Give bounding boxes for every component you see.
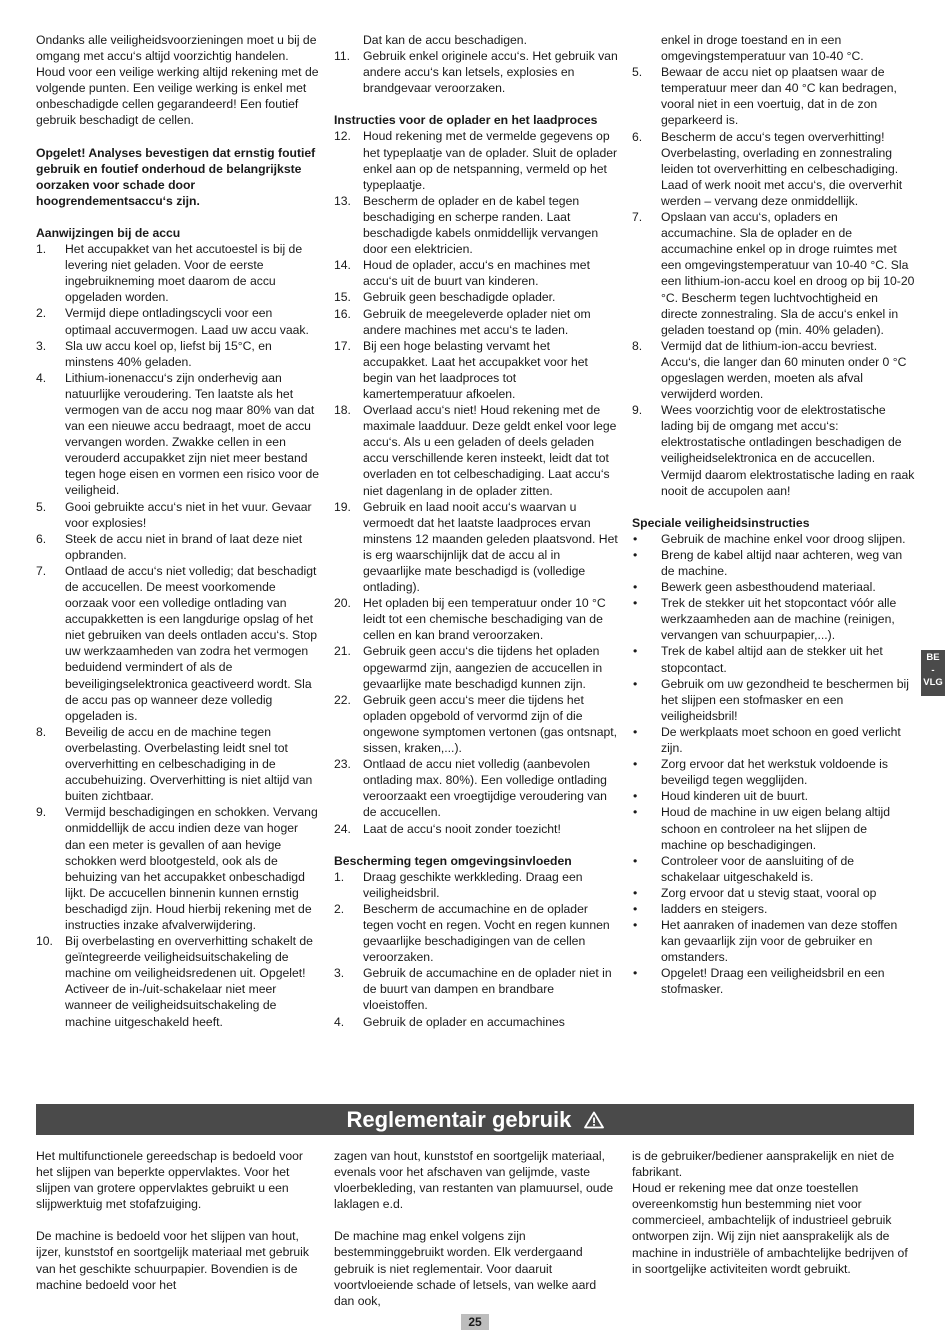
intro-paragraph: Ondanks alle veiligheidsvoorzieningen moet u bij de omgang met accu‘s altijd voorzichtig handelen. Houd voor een veilige werking altijd rekening met de volgende punten. Een veilige werking is enkel met onbeschadigde cellen gegarandeerd! Een foutief gebruik beschadigt de cellen. (36, 33, 319, 128)
list-item: 3. Gebruik de accumachine en de oplader niet in de buurt van dampen en brandbare vloeistoffen. (334, 966, 612, 1013)
list-item: 5. Bewaar de accu niet op plaatsen waar de temperatuur meer dan 40 °C kan bedragen, vooral niet in een voertuig, dat in de zon geparkeerd is. (632, 65, 897, 128)
list-item: 5. Gooi gebruikte accu‘s niet in het vuur. Gevaar voor explosies! (36, 499, 312, 530)
environment-heading: Bescherming tegen omgevingsinvloeden (334, 853, 572, 868)
list-item: 15. Gebruik geen beschadigde oplader. (334, 290, 556, 305)
usage-paragraph: zagen van hout, kunststof en soortgelijk materiaal, evenals voor het afschaven van gelijmde, vaste vloerbekleding, van restanten van plamuursel, oude laklagen e.d. (334, 1149, 614, 1212)
usage-column-1 (36, 1148, 320, 1293)
list-item: 13. Bescherm de oplader en de kabel tegen beschadiging en scherpe randen. Laat beschadigde kabels onmiddellijk vervangen door een elektricien. (334, 193, 599, 257)
bullet-item: • De werkplaats moet schoon en goed verlicht zijn. (633, 724, 901, 756)
list-item: enkel in droge toestand en in een omgevingstemperatuur van 10-40 °C. (661, 33, 864, 64)
usage-paragraph: De machine mag enkel volgens zijn bestemminggebruikt worden. Elk verdergaand gebruik is niet reglementair. Voor daaruit voortvloeiende schade of letsels, van welke aard dan ook, (334, 1229, 597, 1308)
list-item: Dat kan de accu beschadigen. (363, 33, 527, 47)
list-item: 21. Gebruik geen accu‘s die tijdens het opladen opgewarmd zijn, aangezien de accucellen in gevaarlijke mate beschadigd kunnen zijn. (334, 644, 603, 691)
column-2 (334, 32, 618, 1030)
bullet-item: • Zorg ervoor dat het werkstuk voldoende is beveiligd tegen wegglijden. (633, 757, 888, 788)
bullet-item: • Gebruik de machine enkel voor droog slijpen. (633, 531, 906, 546)
list-item: 18. Overlaad accu‘s niet! Houd rekening met de maximale laadduur. Deze geldt enkel voor lege accu‘s. Als u een geladen of deels geladen accu verschillende keren insteekt, leidt dat tot overladen en tot celbeschadiging. Laat accu‘s niet dagenlang in de oplader zitten. (334, 403, 617, 498)
bullet-item: • Gebruik om uw gezondheid te beschermen bij het slijpen een stofmasker en een veiligheidsbril! (633, 676, 909, 723)
list-item: 9. Vermijd beschadigingen en schokken. Vervang onmiddellijk de accu indien deze van hoger dan een meter is gevallen of aan hevige schokken werd blootgesteld, ook als de behuizing van het accupakket onbeschadigd lijkt. De accucellen binnenin kunnen ernstig beschadigd zijn. Houd hierbij rekening met de instructies inzake afvalverwijdering. (36, 805, 318, 932)
special-safety-list (632, 531, 916, 998)
list-item: 7. Ontlaad de accu‘s niet volledig; dat beschadigt de accucellen. De meest voorkomende oorzaak voor een volledige ontlading van accupakketten is een langdurige opslag of het niet gebruiken van deels ontladen accu‘s. Stop uw werkzaamheden van zodra het vermogen beduidend vermindert of als de beveiligingselektronica geactiveerd wordt. Sla de accu pas op wanneer deze volledig opgeladen is. (36, 563, 318, 723)
list-item: 2. Bescherm de accumachine en de oplader tegen vocht en regen. Vocht en regen kunnen gevaarlijke beschadigingen van de cellen veroorzaken. (334, 901, 610, 965)
bullet-item: • Trek de kabel altijd aan de stekker uit het stopcontact. (633, 644, 883, 675)
bullet-item: • Opgelet! Draag een veiligheidsbril en een stofmasker. (633, 966, 885, 997)
language-tab: BE - VLG (921, 650, 945, 696)
list-item: 6. Steek de accu niet in brand of laat deze niet opbranden. (36, 531, 303, 562)
list-item: 16. Gebruik de meegeleverde oplader niet om andere machines met accu‘s te laden. (334, 306, 591, 337)
battery-instructions-continued (334, 32, 618, 96)
list-item: 11. Gebruik enkel originele accu‘s. Het gebruik van andere accu‘s kan letsels, explosies en brandgevaar veroorzaken. (334, 49, 618, 96)
list-item: 12. Houd rekening met de vermelde gegevens op het typeplaatje van de oplader. Sluit de oplader enkel aan op de netspanning, vermeld op het typeplaatje. (334, 129, 618, 192)
bullet-item: • Het aanraken of inademen van deze stoffen kan gevaarlijk zijn voor de gebruiker en omstanders. (633, 918, 898, 965)
bullet-item: • Houd kinderen uit de buurt. (633, 789, 809, 804)
charger-instructions-list (334, 128, 618, 836)
usage-column-2 (334, 1148, 618, 1309)
environment-list-continued (632, 32, 916, 499)
list-item: 8. Vermijd dat de lithium-ion-accu bevriest. Accu‘s, die langer dan 60 minuten onder 0 °C opgeslagen werden, moeten als afval verwijderd worden. (632, 338, 907, 402)
list-item: 7. Opslaan van accu‘s, opladers en accumachine. Sla de oplader en de accumachine enkel op in droge ruimtes met een omgevingstemperatuur van 10-40 °C. Sla een lithium-ion-accu koel en droog op bij 10-20 °C. Bescherm tegen luchtvochtigheid en directe zonnestraling. Sla de accu‘s enkel in geladen toestand op (min. 40% geladen). (632, 210, 915, 337)
list-item: 24. Laat de accu‘s nooit zonder toezicht! (334, 821, 561, 836)
environment-list (334, 869, 618, 1030)
battery-instructions-heading: Aanwijzingen bij de accu (36, 225, 181, 240)
list-item: 1. Het accupakket van het accutoestel is bij de levering niet geladen. Voor de eerste ingebruikneming moet daarom de accu opgeladen worden. (36, 242, 303, 305)
charger-heading: Instructies voor de oplader en het laadproces (334, 113, 598, 128)
bullet-item: • Breng de kabel altijd naar achteren, weg van de machine. (633, 547, 903, 578)
list-item: 4. Gebruik de oplader en accumachines (334, 1014, 565, 1029)
list-item: 6. Bescherm de accu‘s tegen oververhitting! Overbelasting, overlading en zonnestraling leiden tot oververhitting en celbeschadiging. Laad of werk nooit met accu‘s, die oververhit werden – vervang deze onmiddellijk. (632, 129, 903, 208)
column-3 (632, 32, 916, 998)
bullet-item: • Zorg ervoor dat u stevig staat, vooral op (633, 885, 877, 900)
list-item: 3. Sla uw accu koel op, liefst bij 15°C, en minstens 40% geladen. (36, 338, 272, 369)
bullet-item: • Bewerk geen asbesthoudend materiaal. (633, 580, 876, 595)
bullet-item: • Houd de machine in uw eigen belang altijd schoon en controleer na het slijpen de machine op beschadigingen. (633, 805, 891, 852)
list-item: 9. Wees voorzichtig voor de elektrostatische lading bij de omgang met accu‘s: elektrostatische ontladingen beschadigen de veiligheidselektronica en de accucellen. Vermijd daarom elektrostatische lading en raak nooit de accupolen aan! (632, 403, 915, 498)
bullet-item: • Trek de stekker uit het stopcontact vóór alle werkzaamheden aan de machine (reinigen, vervangen van schuurpapier,...). (633, 596, 897, 643)
usage-paragraph: De machine is bedoeld voor het slijpen van hout, ijzer, kunststof en soortgelijk materiaal met gebruik van het geschikte schuurpapier. Bovendien is de machine bedoeld voor het (36, 1229, 309, 1292)
list-item: 20. Het opladen bij een temperatuur onder 10 °C leidt tot een chemische beschadiging van de cellen en kan brand veroorzaken. (334, 596, 606, 643)
column-1 (36, 32, 320, 1030)
page-number: 25 (461, 1314, 489, 1330)
usage-paragraph: Het multifunctionele gereedschap is bedoeld voor het slijpen van beperkte oppervlaktes. Voor het slijpen van grotere oppervlaktes gebruikt u een slijpwerktuig met stofafzuiging. (36, 1149, 303, 1212)
battery-instructions-list (36, 241, 320, 1030)
usage-column-3 (632, 1148, 916, 1277)
list-item: 2. Vermijd diepe ontladingscycli voor een optimaal accuvermogen. Laad uw accu vaak. (36, 306, 309, 337)
warning-triangle-icon (584, 1106, 604, 1137)
list-item: 4. Lithium-ionenaccu‘s zijn onderhevig aan natuurlijke veroudering. Ten laatste als het vermogen van de accu nog maar 80% van dat van een nieuwe accu bedraagt, moet de accu vervangen worden. Zwakke cellen in een verouderd accupakket zijn niet meer bestand tegen hoge eisen en vormen een risico voor de veiligheid. (36, 370, 320, 498)
list-item: 1. Draag geschikte werkkleding. Draag een veiligheidsbril. (334, 869, 583, 900)
bullet-item: • ladders en steigers. (633, 901, 768, 916)
warning-paragraph: Opgelet! Analyses bevestigen dat ernstig foutief gebruik en foutief onderhoud de belangrijkste oorzaken voor schade door hoogrendementsaccu‘s zijn. (36, 145, 316, 208)
list-item: 19. Gebruik en laad nooit accu‘s waarvan u vermoedt dat het laatste laadproces ervan minstens 12 maanden geleden plaatsvond. Het is erg waarschijnlijk dat de accu al in gevaarlijke mate beschadigd is (volledige ontlading). (334, 499, 618, 595)
usage-paragraph: Houd er rekening mee dat onze toestellen overeenkomstig hun bestemming niet voor commercieel, ambachtelijk of industrieel gebruik ontworpen zijn. Wij zijn niet aansprakelijk als de machine in industriële of ambachtelijke bedrijven of in soortgelijke activiteiten wordt gebruikt. (632, 1181, 908, 1276)
special-safety-heading: Speciale veiligheidsinstructies (632, 515, 810, 530)
list-item: 22. Gebruik geen accu‘s meer die tijdens het opladen opgebold of vervormd zijn of die ongewone symptomen vertonen (gas ontsnapt, sissen, kraken,...). (334, 692, 618, 756)
list-item: 10. Bij overbelasting en oververhitting schakelt de geïntegreerde veiligheidsuitschakeling de machine om veiligheidsredenen uit. Opgelet! Activeer de in-/uit-schakelaar niet meer wanneer de veiligheidsuitschakeling de machine uitgeschakeld heeft. (36, 934, 313, 1029)
list-item: 23. Ontlaad de accu niet volledig (aanbevolen ontlading max. 80%). Een volledige ontlading veroorzaakt een vroegtijdige veroudering van de accucellen. (334, 757, 607, 820)
list-item: 17. Bij een hoge belasting vervamt het accupakket. Laat het accupakket voor het begin van het laadproces tot kamertemperatuur afkoelen. (334, 338, 588, 401)
usage-paragraph: is de gebruiker/bediener aansprakelijk en niet de fabrikant. (632, 1149, 895, 1180)
list-item: 8. Beveilig de accu en de machine tegen overbelasting. Overbelasting leidt snel tot oververhitting en celbeschadiging in de accubehuizing. Oververhitting is niet altijd van buiten zichtbaar. (36, 724, 313, 804)
bullet-item: • Controleer voor de aansluiting of de schakelaar uitgeschakeld is. (633, 853, 855, 884)
section-banner (36, 1104, 914, 1135)
list-item: 14. Houd de oplader, accu‘s en machines met accu‘s uit de buurt van kinderen. (334, 258, 590, 289)
banner-title: Reglementair gebruik (346, 1107, 572, 1132)
